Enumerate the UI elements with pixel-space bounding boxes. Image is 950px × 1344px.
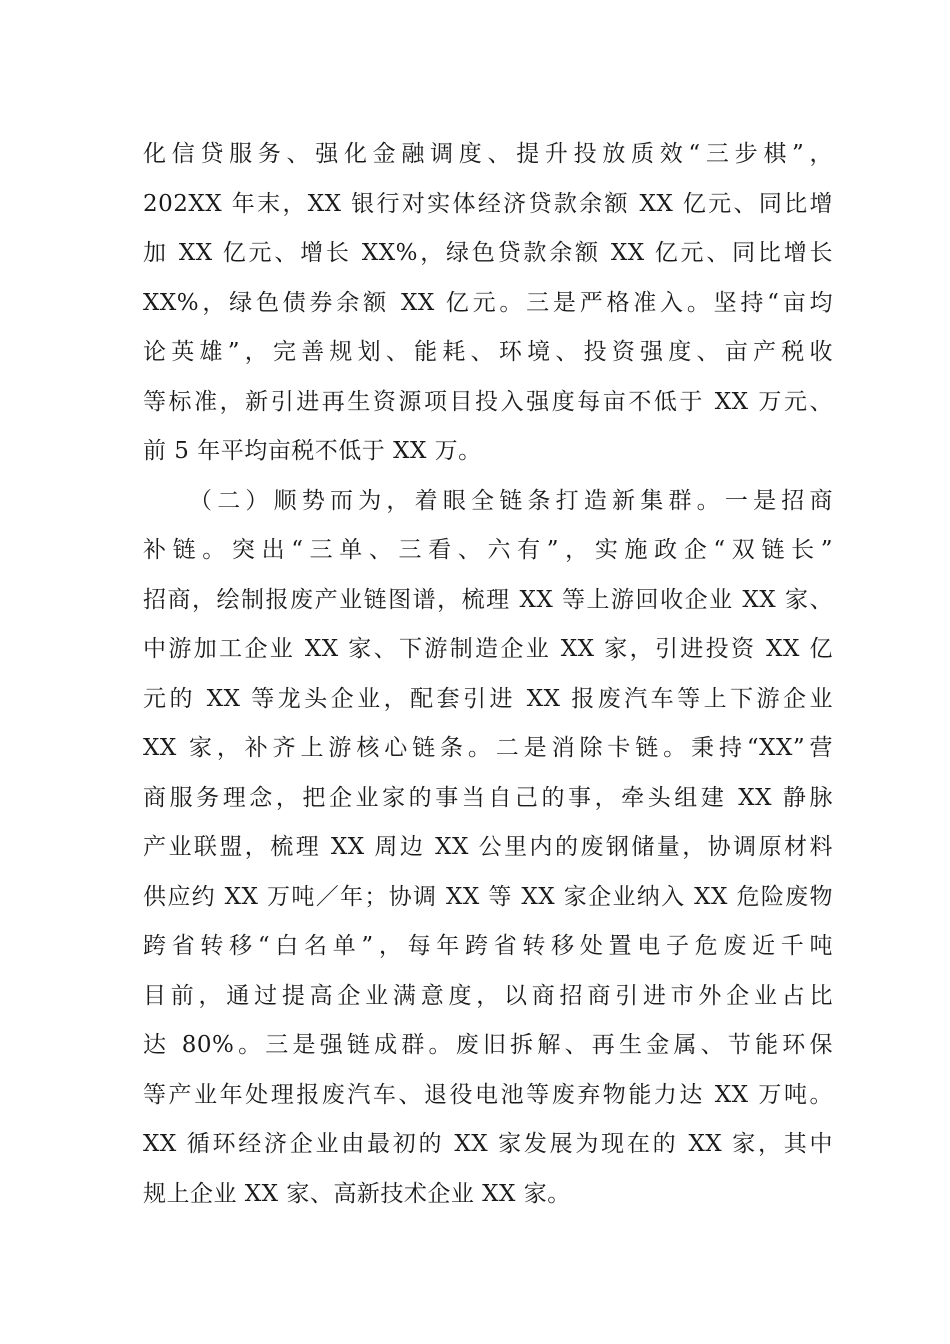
text-line: 等产业年处理报废汽车、退役电池等废弃物能力达 XX 万吨。 — [143, 1081, 833, 1108]
text-line: 招商，绘制报废产业链图谱，梳理 XX 等上游回收企业 XX 家、 — [143, 586, 833, 613]
text-line: 加 XX 亿元、增长 XX%，绿色贷款余额 XX 亿元、同比增长 — [143, 240, 833, 266]
text-line: XX 家，补齐上游核心链条。二是消除卡链。秉持“XX”营 — [143, 735, 833, 761]
text-line: 规上企业 XX 家、高新技术企业 XX 家。 — [143, 1180, 571, 1207]
text-line: 供应约 XX 万吨／年；协调 XX 等 XX 家企业纳入 XX 危险废物 — [143, 883, 833, 910]
text-line: 中游加工企业 XX 家、下游制造企业 XX 家，引进投资 XX 亿 — [143, 636, 833, 662]
text-line: 202XX 年末，XX 银行对实体经济贷款余额 XX 亿元、同比增 — [143, 190, 833, 217]
text-line: XX 循环经济企业由最初的 XX 家发展为现在的 XX 家，其中 — [143, 1131, 833, 1157]
text-line: 补链。突出“三单、三看、六有”，实施政企“双链长” — [143, 537, 833, 563]
text-line: 目前，通过提高企业满意度，以商招商引进市外企业占比 — [143, 982, 833, 1009]
text-line: 等标准，新引进再生资源项目投入强度每亩不低于 XX 万元、 — [143, 388, 833, 415]
text-line: 元的 XX 等龙头企业，配套引进 XX 报废汽车等上下游企业 — [143, 685, 833, 712]
text-line: 达 80%。三是强链成群。废旧拆解、再生金属、节能环保 — [143, 1032, 833, 1058]
document-body — [143, 130, 833, 1219]
text-line: 化信贷服务、强化金融调度、提升投放质效“三步棋”， — [143, 141, 833, 167]
text-line: XX%，绿色债券余额 XX 亿元。三是严格准入。坚持“亩均 — [143, 289, 833, 316]
text-line: 论英雄”，完善规划、能耗、环境、投资强度、亩产税收 — [143, 339, 833, 365]
text-line: 产业联盟，梳理 XX 周边 XX 公里内的废钢储量，协调原材料 — [143, 834, 833, 860]
text-line: 商服务理念，把企业家的事当自己的事，牵头组建 XX 静脉 — [143, 784, 833, 811]
text-line: 跨省转移“白名单”，每年跨省转移处置电子危废近千吨 — [143, 933, 833, 959]
section-heading-line: （二）顺势而为，着眼全链条打造新集群。一是招商 — [189, 487, 833, 514]
text-line: 前 5 年平均亩税不低于 XX 万。 — [143, 438, 482, 464]
